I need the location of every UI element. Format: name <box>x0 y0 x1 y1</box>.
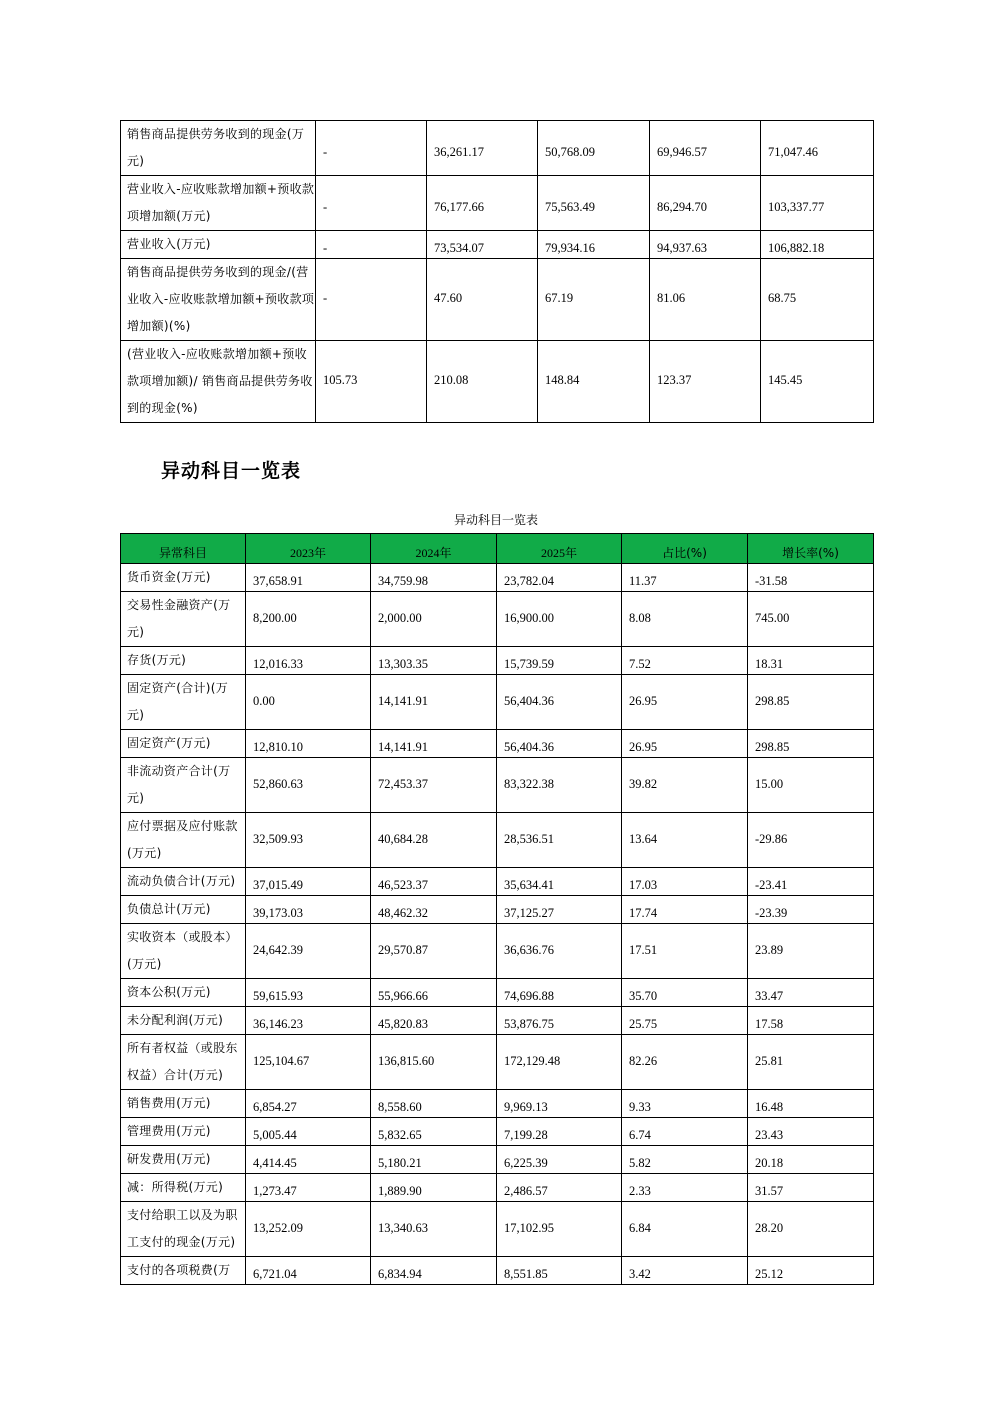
cell: 13.64 <box>622 813 748 868</box>
table-row <box>121 813 874 868</box>
row-label: 资本公积(万元) <box>121 979 246 1007</box>
cell: 82.26 <box>622 1035 748 1090</box>
cell: 56,404.36 <box>497 730 622 758</box>
table-row <box>121 1146 874 1174</box>
cell: 24,642.39 <box>246 924 371 979</box>
row-label: 支付的各项税费(万 <box>121 1257 246 1285</box>
cell: 13,252.09 <box>246 1202 371 1257</box>
row-label: 销售商品提供劳务收到的现金(万元) <box>121 121 316 176</box>
row-label: 负债总计(万元) <box>121 896 246 924</box>
cell: 18.31 <box>748 647 874 675</box>
cell: 12,810.10 <box>246 730 371 758</box>
row-label: 研发费用(万元) <box>121 1146 246 1174</box>
cell: 13,340.63 <box>371 1202 497 1257</box>
cell: 6,854.27 <box>246 1090 371 1118</box>
cell: 17.51 <box>622 924 748 979</box>
cell: - <box>316 121 427 176</box>
cell: 39.82 <box>622 758 748 813</box>
row-label: 所有者权益（或股东权益）合计(万元) <box>121 1035 246 1090</box>
cell: 20.18 <box>748 1146 874 1174</box>
cell: 125,104.67 <box>246 1035 371 1090</box>
header-2024: 2024年 <box>371 534 497 564</box>
cell: 8,551.85 <box>497 1257 622 1285</box>
cell: 8,558.60 <box>371 1090 497 1118</box>
row-label: 应付票据及应付账款(万元) <box>121 813 246 868</box>
cell: -31.58 <box>748 564 874 592</box>
cell: 45,820.83 <box>371 1007 497 1035</box>
cell: 36,261.17 <box>427 121 538 176</box>
header-2023: 2023年 <box>246 534 371 564</box>
cell: -23.39 <box>748 896 874 924</box>
table-row <box>121 1202 874 1257</box>
cell: 6.74 <box>622 1118 748 1146</box>
cell: 71,047.46 <box>761 121 874 176</box>
cell: 37,658.91 <box>246 564 371 592</box>
table-row <box>121 341 874 423</box>
cell: 298.85 <box>748 675 874 730</box>
row-label: 固定资产(合计)(万元) <box>121 675 246 730</box>
cell: 6,834.94 <box>371 1257 497 1285</box>
cell: 11.37 <box>622 564 748 592</box>
header-2025: 2025年 <box>497 534 622 564</box>
cell: 148.84 <box>538 341 650 423</box>
cell: 40,684.28 <box>371 813 497 868</box>
cell: 86,294.70 <box>650 176 761 231</box>
cell: 36,636.76 <box>497 924 622 979</box>
table-header-row <box>121 534 874 564</box>
cell: 76,177.66 <box>427 176 538 231</box>
cell: 105.73 <box>316 341 427 423</box>
table-row <box>121 121 874 176</box>
cell: 48,462.32 <box>371 896 497 924</box>
cell: 123.37 <box>650 341 761 423</box>
cell: 16.48 <box>748 1090 874 1118</box>
cell: 69,946.57 <box>650 121 761 176</box>
row-label: 支付给职工以及为职工支付的现金(万元) <box>121 1202 246 1257</box>
cell: 25.75 <box>622 1007 748 1035</box>
cell: 136,815.60 <box>371 1035 497 1090</box>
cell: 46,523.37 <box>371 868 497 896</box>
cell: 6,225.39 <box>497 1146 622 1174</box>
cell: 39,173.03 <box>246 896 371 924</box>
row-label: 存货(万元) <box>121 647 246 675</box>
table-row <box>121 647 874 675</box>
header-share: 占比(%) <box>622 534 748 564</box>
cell: -29.86 <box>748 813 874 868</box>
cell: 17.58 <box>748 1007 874 1035</box>
row-label: 营业收入-应收账款增加额+预收款项增加额(万元) <box>121 176 316 231</box>
cell: 5,832.65 <box>371 1118 497 1146</box>
cell: - <box>316 231 427 259</box>
cell: 23,782.04 <box>497 564 622 592</box>
cell: 0.00 <box>246 675 371 730</box>
row-label: 销售费用(万元) <box>121 1090 246 1118</box>
cell: 298.85 <box>748 730 874 758</box>
cell: 25.12 <box>748 1257 874 1285</box>
cell: 14,141.91 <box>371 730 497 758</box>
table-row <box>121 730 874 758</box>
cell: 17.74 <box>622 896 748 924</box>
row-label: 交易性金融资产(万元) <box>121 592 246 647</box>
cell: 2,000.00 <box>371 592 497 647</box>
cell: 26.95 <box>622 730 748 758</box>
table-body <box>121 564 874 1285</box>
cell: 32,509.93 <box>246 813 371 868</box>
cell: 8.08 <box>622 592 748 647</box>
cell: 35,634.41 <box>497 868 622 896</box>
cell: 23.89 <box>748 924 874 979</box>
cell: 9.33 <box>622 1090 748 1118</box>
cell: 25.81 <box>748 1035 874 1090</box>
cell: 15,739.59 <box>497 647 622 675</box>
cell: 47.60 <box>427 259 538 341</box>
table-row <box>121 1257 874 1285</box>
cell: 83,322.38 <box>497 758 622 813</box>
table-row <box>121 259 874 341</box>
cell: 145.45 <box>761 341 874 423</box>
table-row <box>121 979 874 1007</box>
cell: 74,696.88 <box>497 979 622 1007</box>
cell: 56,404.36 <box>497 675 622 730</box>
table-row <box>121 176 874 231</box>
cell: 81.06 <box>650 259 761 341</box>
row-label: (营业收入-应收账款增加额+预收款项增加额)/ 销售商品提供劳务收到的现金(%) <box>121 341 316 423</box>
row-label: 营业收入(万元) <box>121 231 316 259</box>
row-label: 减：所得税(万元) <box>121 1174 246 1202</box>
header-subject: 异常科目 <box>121 534 246 564</box>
cell: 28,536.51 <box>497 813 622 868</box>
table-row <box>121 675 874 730</box>
table-row <box>121 564 874 592</box>
cell: 5,180.21 <box>371 1146 497 1174</box>
cell: 106,882.18 <box>761 231 874 259</box>
cell: 745.00 <box>748 592 874 647</box>
cell: 28.20 <box>748 1202 874 1257</box>
cell: 55,966.66 <box>371 979 497 1007</box>
cell: 172,129.48 <box>497 1035 622 1090</box>
cell: 5,005.44 <box>246 1118 371 1146</box>
cell: 68.75 <box>761 259 874 341</box>
row-label: 货币资金(万元) <box>121 564 246 592</box>
cell: 2,486.57 <box>497 1174 622 1202</box>
cell: 37,125.27 <box>497 896 622 924</box>
cell: 13,303.35 <box>371 647 497 675</box>
cell: 1,889.90 <box>371 1174 497 1202</box>
cell: 23.43 <box>748 1118 874 1146</box>
cell: 29,570.87 <box>371 924 497 979</box>
cell: 6.84 <box>622 1202 748 1257</box>
cell: 17.03 <box>622 868 748 896</box>
cell: 72,453.37 <box>371 758 497 813</box>
row-label: 固定资产(万元) <box>121 730 246 758</box>
cell: 59,615.93 <box>246 979 371 1007</box>
cell: 36,146.23 <box>246 1007 371 1035</box>
table-row <box>121 1035 874 1090</box>
cell: 5.82 <box>622 1146 748 1174</box>
cell: 53,876.75 <box>497 1007 622 1035</box>
cell: 33.47 <box>748 979 874 1007</box>
cell: 4,414.45 <box>246 1146 371 1174</box>
cash-ratio-table <box>120 120 874 423</box>
cell: 94,937.63 <box>650 231 761 259</box>
table-row <box>121 1174 874 1202</box>
cell: 35.70 <box>622 979 748 1007</box>
cell: - <box>316 259 427 341</box>
cell: 17,102.95 <box>497 1202 622 1257</box>
cell: 12,016.33 <box>246 647 371 675</box>
row-label: 销售商品提供劳务收到的现金/(营业收入-应收账款增加额+预收款项增加额)(%) <box>121 259 316 341</box>
cell: 15.00 <box>748 758 874 813</box>
cell: 16,900.00 <box>497 592 622 647</box>
row-label: 流动负债合计(万元) <box>121 868 246 896</box>
cell: 67.19 <box>538 259 650 341</box>
table-row <box>121 1118 874 1146</box>
cell: 3.42 <box>622 1257 748 1285</box>
cell: 75,563.49 <box>538 176 650 231</box>
row-label: 实收资本（或股本）(万元) <box>121 924 246 979</box>
cell: 9,969.13 <box>497 1090 622 1118</box>
table-row <box>121 868 874 896</box>
cell: 37,015.49 <box>246 868 371 896</box>
cell: -23.41 <box>748 868 874 896</box>
table-row <box>121 924 874 979</box>
cell: 7,199.28 <box>497 1118 622 1146</box>
cell: 73,534.07 <box>427 231 538 259</box>
table-row <box>121 758 874 813</box>
cell: 6,721.04 <box>246 1257 371 1285</box>
cell: - <box>316 176 427 231</box>
cell: 31.57 <box>748 1174 874 1202</box>
row-label: 非流动资产合计(万元) <box>121 758 246 813</box>
cell: 14,141.91 <box>371 675 497 730</box>
cell: 50,768.09 <box>538 121 650 176</box>
cell: 79,934.16 <box>538 231 650 259</box>
cell: 2.33 <box>622 1174 748 1202</box>
cell: 103,337.77 <box>761 176 874 231</box>
abnormal-items-table <box>120 533 874 1285</box>
table-row <box>121 896 874 924</box>
cell: 26.95 <box>622 675 748 730</box>
row-label: 未分配利润(万元) <box>121 1007 246 1035</box>
cell: 8,200.00 <box>246 592 371 647</box>
cell: 34,759.98 <box>371 564 497 592</box>
row-label: 管理费用(万元) <box>121 1118 246 1146</box>
table-row <box>121 1090 874 1118</box>
table-row <box>121 592 874 647</box>
table-caption: 异动科目一览表 <box>453 513 538 527</box>
table-row <box>121 1007 874 1035</box>
cell: 210.08 <box>427 341 538 423</box>
cell: 7.52 <box>622 647 748 675</box>
table-row <box>121 231 874 259</box>
cell: 52,860.63 <box>246 758 371 813</box>
header-growth: 增长率(%) <box>748 534 874 564</box>
section-title: 异动科目一览表 <box>161 460 302 482</box>
cell: 1,273.47 <box>246 1174 371 1202</box>
